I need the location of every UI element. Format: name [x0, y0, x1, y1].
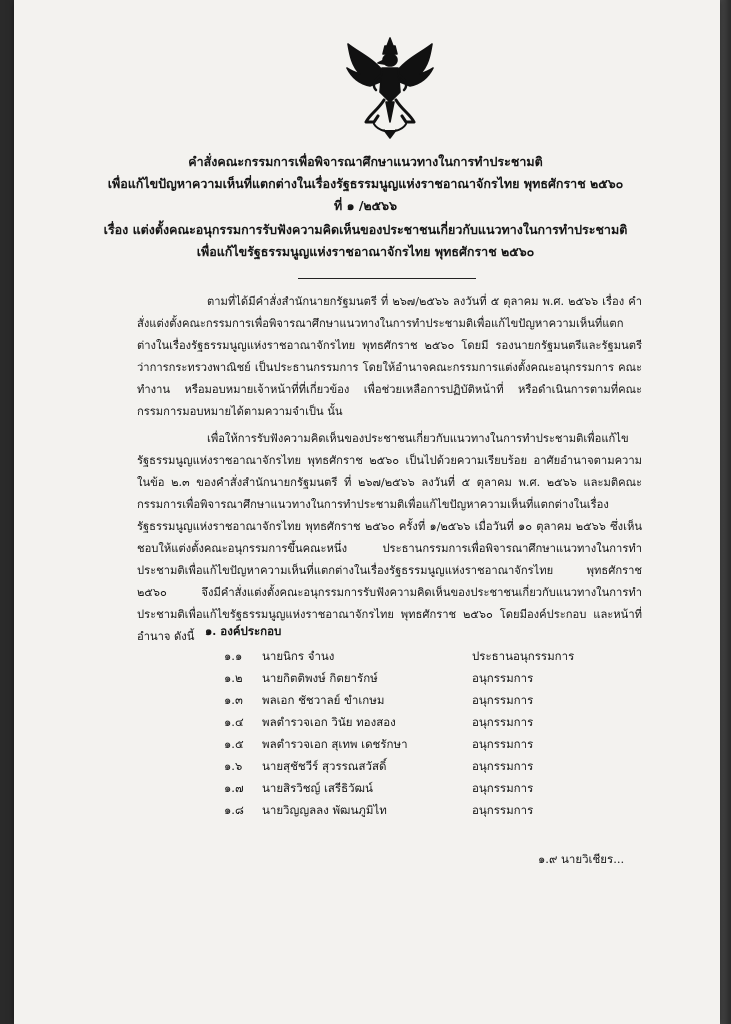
member-row [224, 736, 624, 758]
title-divider [298, 278, 476, 279]
member-name: นายนิกร จำนง [262, 649, 335, 663]
member-name: นายสุชัชวีร์ สุวรรณสวัสดิ์ [262, 759, 387, 773]
member-row [224, 648, 624, 670]
member-number: ๑.๔ [224, 715, 244, 729]
subject-line-2: เพื่อแก้ไขรัฐธรรมนูญแห่งราชอาณาจักรไทย พุทธศักราช ๒๕๖๐ [196, 244, 535, 259]
member-name: นายสิรวิชญ์ เสรีธิวัฒน์ [262, 781, 373, 795]
member-number: ๑.๓ [224, 693, 243, 707]
member-role: อนุกรรมการ [472, 759, 534, 773]
member-role: อนุกรรมการ [472, 693, 534, 707]
subject-line-1: เรื่อง แต่งตั้งคณะอนุกรรมการรับฟังความคิดเห็นของประชาชนเกี่ยวกับแนวทางในการทำประชามติ [103, 222, 628, 237]
member-number: ๑.๑ [224, 649, 243, 663]
member-row [224, 780, 624, 802]
member-role: อนุกรรมการ [472, 737, 534, 751]
member-name: พลตำรวจเอก วินัย ทองสอง [262, 715, 396, 729]
member-name: นายกิตติพงษ์ กิตยารักษ์ [262, 671, 378, 685]
member-role: อนุกรรมการ [472, 671, 534, 685]
member-number: ๑.๗ [224, 781, 244, 795]
body-paragraph-1: ตามที่ได้มีคำสั่งสำนักนายกรัฐมนตรี ที่ ๒๖๗/๒๕๖๖ ลงวันที่ ๕ ตุลาคม พ.ศ. ๒๕๖๖ เรื่อง คำสั่งแต่งตั้งคณะกรรมการเพื่อพิจารณาศึกษาแนวทางในการทำประชามติเพื่อแก้ไขปัญหาความเห็นที่แตกต่างในเรื่องรัฐธรรมนูญแห่งราชอาณาจักรไทย พุทธศักราช ๒๕๖๐ โดยมี รองนายกรัฐมนตรีและรัฐมนตรีว่าการกระทรวงพาณิชย์ เป็นประธานกรรมการ โดยให้อำนาจคณะกรรมการแต่งตั้งคณะอนุกรรมการ คณะทำงาน หรือมอบหมายเจ้าหน้าที่ที่เกี่ยวข้อง เพื่อช่วยเหลือการปฏิบัติหน้าที่ หรือดำเนินการตามที่คณะกรรมการมอบหมายได้ตามความจำเป็น นั้น [137, 295, 642, 418]
member-row [224, 758, 624, 780]
member-name: พลเอก ชัชวาลย์ ขำเกษม [262, 693, 385, 707]
member-row [224, 802, 624, 824]
member-role: ประธานอนุกรรมการ [472, 649, 575, 663]
order-title-line-1: คำสั่งคณะกรรมการเพื่อพิจารณาศึกษาแนวทางในการทำประชามติ [188, 154, 543, 169]
member-number: ๑.๘ [224, 803, 244, 817]
member-row [224, 670, 624, 692]
order-title-line-2: เพื่อแก้ไขปัญหาความเห็นที่แตกต่างในเรื่องรัฐธรรมนูญแห่งราชอาณาจักรไทย พุทธศักราช ๒๕๖๐ [107, 176, 624, 191]
member-number: ๑.๒ [224, 671, 243, 685]
member-name: พลตำรวจเอก สุเทพ เดชรักษา [262, 737, 408, 751]
member-role: อนุกรรมการ [472, 803, 534, 817]
member-name: นายวิญญลลง พัฒนภูมิไท [262, 803, 387, 817]
member-role: อนุกรรมการ [472, 781, 534, 795]
garuda-emblem-icon [344, 36, 436, 140]
member-number: ๑.๕ [224, 737, 244, 751]
member-row [224, 714, 624, 736]
body-paragraph-2: เพื่อให้การรับฟังความคิดเห็นของประชาชนเกี่ยวกับแนวทางในการทำประชามติเพื่อแก้ไขรัฐธรรมนูญแห่งราชอาณาจักรไทย พุทธศักราช ๒๕๖๐ เป็นไปด้วยความเรียบร้อย อาศัยอำนาจตามความในข้อ ๒.๓ ของคำสั่งสำนักนายกรัฐมนตรี ที่ ๒๖๗/๒๕๖๖ ลงวันที่ ๕ ตุลาคม พ.ศ. ๒๕๖๖ และมติคณะกรรมการเพื่อพิจารณาศึกษาแนวทางในการทำประชามติเพื่อแก้ไขปัญหาความเห็นที่แตกต่างในเรื่องรัฐธรรมนูญแห่งราชอาณาจักรไทย พุทธศักราช ๒๕๖๐ ครั้งที่ ๑/๒๕๖๖ เมื่อวันที่ ๑๐ ตุลาคม ๒๕๖๖ ซึ่งเห็นชอบให้แต่งตั้งคณะอนุกรรมการขึ้นคณะหนึ่ง ประธานกรรมการเพื่อพิจารณาศึกษาแนวทางในการทำประชามติเพื่อแก้ไขปัญหาความเห็นที่แตกต่างในเรื่องรัฐธรรมนูญแห่งราชอาณาจักรไทย พุทธศักราช ๒๕๖๐ จึงมีคำสั่งแต่งตั้งคณะอนุกรรมการรับฟังความคิดเห็นของประชาชนเกี่ยวกับแนวทางในการทำประชามติเพื่อแก้ไขรัฐธรรมนูญแห่งราชอาณาจักรไทย พุทธศักราช ๒๕๖๐ โดยมีองค์ประกอบ และหน้าที่อำนาจ ดังนี้ [137, 432, 642, 643]
section-heading: ๑. องค์ประกอบ [205, 624, 282, 638]
continuation-note: ๑.๙ นายวิเชียร... [538, 852, 625, 866]
member-number: ๑.๖ [224, 759, 243, 773]
order-number: ที่ ๑ /๒๕๖๖ [333, 198, 397, 213]
member-row [224, 692, 624, 714]
member-role: อนุกรรมการ [472, 715, 534, 729]
